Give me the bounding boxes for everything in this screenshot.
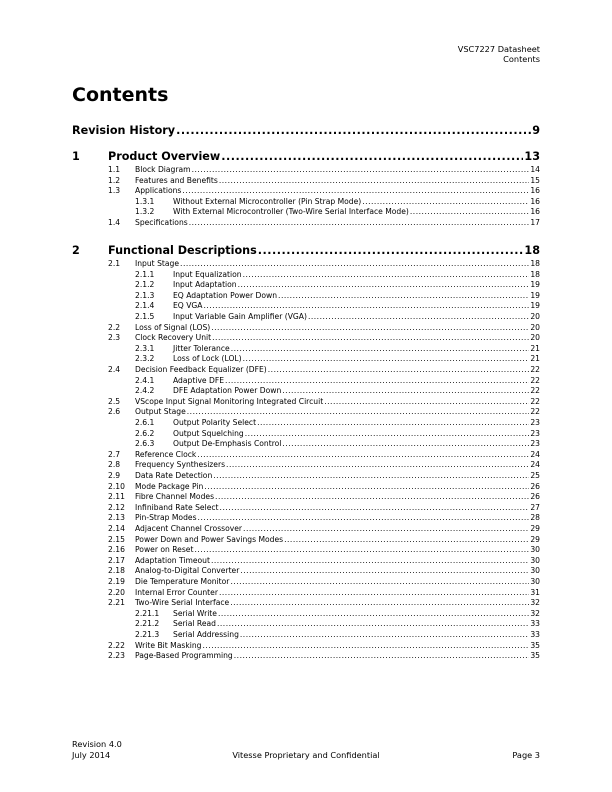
toc-dot-leader	[231, 344, 530, 353]
toc-dot-leader	[240, 630, 529, 639]
toc-entry-number: 2.23	[108, 651, 125, 661]
toc-entry-page: 30	[530, 545, 540, 555]
toc-entry[interactable]	[72, 344, 540, 353]
toc-entry-page: 13	[524, 150, 540, 163]
toc-entry[interactable]	[72, 619, 540, 628]
toc-entry-page: 16	[530, 196, 540, 206]
toc-entry[interactable]	[72, 407, 540, 416]
toc-dot-leader	[238, 280, 530, 289]
toc-dot-leader	[308, 312, 529, 321]
toc-dot-leader	[243, 524, 529, 533]
toc-entry-label: Loss of Signal (LOS)	[135, 322, 211, 332]
toc-entry-page: 20	[530, 333, 540, 343]
toc-entry-label: Adjacent Channel Crossover	[135, 524, 243, 533]
toc-entry-number: 2.6.3	[135, 439, 155, 449]
toc-entry[interactable]	[72, 535, 540, 544]
toc-entry[interactable]	[72, 270, 540, 279]
toc-dot-leader	[234, 651, 530, 660]
toc-entry-label: Functional Descriptions	[108, 244, 257, 257]
toc-entry[interactable]	[72, 291, 540, 300]
toc-entry[interactable]	[72, 333, 540, 342]
toc-dot-leader	[192, 165, 530, 174]
toc-dot-leader	[215, 492, 529, 501]
toc-entry-page: 15	[530, 175, 540, 185]
toc-dot-leader	[243, 270, 530, 279]
toc-entry[interactable]	[72, 165, 540, 174]
toc-entry-label: Loss of Lock (LOL)	[173, 354, 242, 364]
toc-dot-leader	[217, 619, 529, 628]
toc-entry-page: 19	[530, 290, 540, 300]
toc-entry-number: 2.12	[108, 502, 125, 512]
toc-entry-number: 2.1.5	[135, 312, 155, 321]
toc-entry-number: 2.3.2	[135, 354, 155, 364]
toc-entry-label: VScope Input Signal Monitoring Integrated Circuit	[135, 396, 324, 406]
toc-entry-label: EQ Adaptation Power Down	[173, 290, 278, 300]
toc-dot-leader	[211, 556, 529, 565]
toc-dot-leader	[225, 376, 529, 385]
toc-entry-label: With External Microcontroller (Two-Wire Serial Interface Mode)	[173, 207, 409, 217]
toc-dot-leader	[180, 259, 529, 268]
toc-entry[interactable]	[72, 301, 540, 310]
toc-entry-number: 2.1.2	[135, 280, 155, 290]
toc-entry-page: 30	[530, 566, 540, 576]
toc-dot-leader	[220, 503, 530, 512]
toc-dot-leader	[282, 439, 529, 448]
toc-entry-page: 18	[530, 259, 540, 268]
toc-dot-leader	[257, 418, 529, 427]
toc-entry-label: Clock Recovery Unit	[135, 333, 212, 343]
toc-entry[interactable]	[72, 244, 540, 257]
toc-entry-number: 2.20	[108, 587, 125, 597]
toc-entry-label: Serial Read	[173, 619, 216, 629]
toc-entry[interactable]	[72, 386, 540, 395]
toc-entry[interactable]	[72, 609, 540, 618]
toc-entry-page: 28	[530, 513, 540, 523]
toc-entry-page: 23	[530, 439, 540, 449]
toc-dot-leader	[198, 513, 530, 522]
toc-dot-leader	[182, 186, 529, 195]
toc-entry[interactable]	[72, 323, 540, 332]
toc-entry-page: 22	[530, 386, 540, 396]
toc-entry-label: Internal Error Counter	[135, 587, 218, 597]
toc-entry-number: 1.4	[108, 218, 121, 227]
toc-entry[interactable]	[72, 280, 540, 289]
toc-entry-page: 33	[530, 630, 540, 639]
toc-entry[interactable]	[72, 545, 540, 554]
toc-entry-page: 27	[530, 502, 540, 512]
footer-page-number: Page 3	[512, 749, 540, 760]
toc-entry-number: 2.1	[108, 259, 121, 268]
toc-entry-number: 2.22	[108, 640, 125, 650]
toc-entry-label: Infiniband Rate Select	[135, 502, 219, 512]
toc-entry-label: Specifications	[135, 218, 188, 227]
toc-entry-label: Power on Reset	[135, 545, 194, 555]
toc-dot-leader	[219, 588, 529, 597]
toc-entry-number: 1.1	[108, 165, 121, 174]
toc-entry[interactable]	[72, 312, 540, 321]
toc-entry-page: 20	[530, 312, 540, 321]
toc-entry-page: 23	[530, 418, 540, 427]
toc-entry-page: 25	[530, 471, 540, 480]
toc-dot-leader	[258, 244, 524, 257]
toc-entry-number: 2.3	[108, 333, 121, 343]
toc-entry-label: Input Adaptation	[173, 280, 237, 290]
toc-entry-label: Block Diagram	[135, 165, 191, 174]
toc-entry-page: 35	[530, 640, 540, 650]
toc-dot-leader	[194, 545, 529, 554]
toc-entry-number: 2.4.2	[135, 386, 155, 396]
toc-entry-page: 21	[530, 354, 540, 364]
toc-entry[interactable]	[72, 207, 540, 216]
toc-entry[interactable]	[72, 471, 540, 480]
toc-entry-page: 18	[524, 244, 540, 257]
toc-entry-label: DFE Adaptation Power Down	[173, 386, 282, 396]
toc-entry-label: Applications	[135, 186, 182, 196]
toc-entry-number: 2.10	[108, 481, 125, 491]
toc-entry[interactable]	[72, 513, 540, 522]
toc-entry[interactable]	[72, 176, 540, 185]
header-doc-title: VSC7227 Datasheet	[457, 44, 540, 54]
toc-entry-label: Jitter Tolerance	[173, 343, 230, 353]
toc-entry-page: 9	[532, 124, 540, 137]
toc-entry-number: 2.11	[108, 492, 125, 502]
toc-dot-leader	[204, 482, 529, 491]
toc-entry[interactable]	[72, 598, 540, 607]
toc-entry-page: 22	[530, 396, 540, 406]
running-header	[458, 44, 540, 64]
toc-entry-number: 2.21.2	[135, 619, 160, 629]
toc-entry-number: 1.2	[108, 175, 121, 185]
toc-entry-number: 2.14	[108, 524, 125, 533]
toc-entry-label: Adaptive DFE	[173, 375, 225, 385]
toc-entry-number: 2.15	[108, 534, 125, 544]
toc-entry-number: 2.19	[108, 577, 125, 586]
toc-dot-leader	[245, 429, 530, 438]
toc-entry-number: 2.7	[108, 449, 121, 459]
toc-entry-page: 33	[530, 619, 540, 629]
toc-dot-leader	[230, 598, 529, 607]
toc-entry-page: 19	[530, 280, 540, 290]
toc-entry-label: EQ VGA	[173, 301, 203, 311]
toc-entry[interactable]	[72, 651, 540, 660]
toc-entry-number: 1.3.2	[135, 207, 155, 217]
toc-dot-leader	[230, 577, 529, 586]
toc-entry-page: 16	[530, 186, 540, 196]
toc-entry[interactable]	[72, 450, 540, 459]
page-title: Contents	[72, 84, 169, 106]
toc-entry[interactable]	[72, 630, 540, 639]
toc-entry[interactable]	[72, 577, 540, 586]
toc-entry[interactable]	[72, 641, 540, 650]
toc-dot-leader	[211, 323, 529, 332]
toc-entry-label: Without External Microcontroller (Pin Strap Mode)	[173, 196, 362, 206]
toc-entry-number: 1	[72, 150, 80, 163]
toc-entry-page: 24	[530, 449, 540, 459]
toc-entry-number: 2.16	[108, 545, 125, 555]
toc-dot-leader	[197, 450, 529, 459]
toc-entry-label: Decision Feedback Equalizer (DFE)	[135, 365, 267, 374]
toc-entry-page: 22	[530, 375, 540, 385]
toc-entry[interactable]	[72, 418, 540, 427]
toc-dot-leader	[362, 197, 529, 206]
toc-entry-number: 2.1.4	[135, 301, 155, 311]
toc-dot-leader	[187, 407, 530, 416]
toc-entry-number: 2.21.1	[135, 608, 160, 618]
toc-entry-page: 14	[530, 165, 540, 174]
toc-entry-page: 19	[530, 301, 540, 311]
toc-entry-number: 1.3.1	[135, 196, 155, 206]
toc-entry-page: 35	[530, 651, 540, 661]
toc-entry-number: 2.1.1	[135, 269, 155, 279]
toc-dot-leader	[202, 641, 529, 650]
toc-entry-page: 26	[530, 492, 540, 502]
toc-entry-label: Features and Benefits	[135, 175, 218, 185]
toc-entry-label: Die Temperature Monitor	[135, 577, 230, 586]
footer-confidential: Vitesse Proprietary and Confidential	[232, 749, 380, 760]
toc-entry-label: Output Polarity Select	[173, 418, 257, 427]
toc-entry-label: Power Down and Power Savings Modes	[135, 534, 284, 544]
toc-dot-leader	[410, 207, 529, 216]
toc-entry-number: 2.6	[108, 407, 121, 417]
toc-entry-page: 16	[530, 207, 540, 217]
toc-dot-leader	[278, 291, 529, 300]
toc-entry-number: 2.21.3	[135, 630, 160, 639]
toc-entry-label: Output De-Emphasis Control	[173, 439, 282, 449]
toc-entry-page: 32	[530, 598, 540, 608]
toc-entry[interactable]	[72, 186, 540, 195]
toc-entry-number: 2.13	[108, 513, 125, 523]
toc-entry-label: Revision History	[72, 124, 176, 137]
toc-entry[interactable]	[72, 482, 540, 491]
toc-dot-leader	[240, 566, 529, 575]
toc-entry-page: 23	[530, 428, 540, 438]
toc-dot-leader	[176, 124, 531, 137]
toc-entry-page: 24	[530, 460, 540, 470]
toc-entry[interactable]	[72, 429, 540, 438]
toc-entry-label: Pin-Strap Modes	[135, 513, 197, 523]
toc-entry-page: 31	[530, 587, 540, 597]
toc-entry-label: Adaptation Timeout	[135, 555, 210, 565]
footer-revision: Revision 4.0	[72, 739, 122, 749]
toc-entry[interactable]	[72, 397, 540, 406]
toc-entry[interactable]	[72, 376, 540, 385]
toc-entry[interactable]	[72, 524, 540, 533]
toc-entry-number: 2.4	[108, 365, 121, 374]
toc-entry-page: 29	[530, 524, 540, 533]
toc-entry-number: 2.2	[108, 322, 121, 332]
toc-entry[interactable]	[72, 588, 540, 597]
toc-entry-number: 2	[72, 244, 80, 257]
toc-entry-label: Serial Addressing	[173, 630, 239, 639]
footer-date: July 2014	[72, 749, 111, 760]
toc-dot-leader	[284, 535, 529, 544]
toc-dot-leader	[203, 301, 529, 310]
toc-entry-page: 30	[530, 577, 540, 586]
toc-entry-number: 2.3.1	[135, 343, 155, 353]
toc-dot-leader	[268, 365, 530, 374]
toc-entry-label: Input Equalization	[173, 269, 242, 279]
toc-entry-number: 2.1.3	[135, 290, 155, 300]
header-section: Contents	[503, 54, 540, 64]
toc-entry-number: 2.4.1	[135, 375, 155, 385]
toc-entry[interactable]	[72, 259, 540, 268]
toc-entry-number: 2.8	[108, 460, 121, 470]
toc-entry-label: Reference Clock	[135, 449, 197, 459]
toc-entry-number: 2.6.1	[135, 418, 155, 427]
toc-dot-leader	[324, 397, 529, 406]
toc-entry-label: Two-Wire Serial Interface	[135, 598, 230, 608]
toc-entry-label: Input Stage	[135, 259, 180, 268]
toc-entry-label: Data Rate Detection	[135, 471, 213, 480]
toc-entry[interactable]	[72, 492, 540, 501]
toc-dot-leader	[189, 218, 530, 227]
toc-entry-label: Serial Write	[173, 608, 217, 618]
toc-entry-page: 32	[530, 608, 540, 618]
toc-entry-label: Mode Package Pin	[135, 481, 204, 491]
toc-entry-label: Page-Based Programming	[135, 651, 233, 661]
toc-entry-number: 2.6.2	[135, 428, 155, 438]
toc-entry[interactable]	[72, 460, 540, 469]
toc-entry-number: 2.17	[108, 555, 125, 565]
toc-entry[interactable]	[72, 556, 540, 565]
toc-entry[interactable]	[72, 566, 540, 575]
toc-entry-number: 2.21	[108, 598, 125, 608]
toc-entry[interactable]	[72, 150, 540, 163]
toc-entry[interactable]	[72, 124, 540, 137]
toc-entry-number: 2.9	[108, 471, 121, 480]
toc-dot-leader	[282, 386, 529, 395]
toc-entry-label: Product Overview	[108, 150, 221, 163]
toc-entry-page: 26	[530, 481, 540, 491]
toc-entry[interactable]	[72, 218, 540, 227]
toc-entry-page: 21	[530, 343, 540, 353]
toc-dot-leader	[226, 460, 529, 469]
toc-entry-label: Frequency Synthesizers	[135, 460, 226, 470]
toc-dot-leader	[219, 176, 529, 185]
toc-dot-leader	[212, 333, 529, 342]
toc-entry-number: 2.5	[108, 396, 121, 406]
toc-dot-leader	[213, 471, 529, 480]
toc-entry-page: 20	[530, 322, 540, 332]
toc-entry-page: 22	[530, 407, 540, 417]
toc-entry-label: Output Stage	[135, 407, 186, 417]
toc-entry[interactable]	[72, 365, 540, 374]
toc-entry-label: Fibre Channel Modes	[135, 492, 215, 502]
toc-entry-label: Input Variable Gain Amplifier (VGA)	[173, 312, 307, 321]
toc-dot-leader	[243, 354, 530, 363]
toc-entry-label: Output Squelching	[173, 428, 244, 438]
toc-entry[interactable]	[72, 439, 540, 448]
toc-entry-label: Analog-to-Digital Converter	[135, 566, 240, 576]
toc-entry-page: 29	[530, 534, 540, 544]
toc-entry-page: 22	[530, 365, 540, 374]
toc-entry-page: 17	[530, 218, 540, 227]
toc-dot-leader	[218, 609, 529, 618]
toc-entry-page: 18	[530, 269, 540, 279]
toc-entry-number: 1.3	[108, 186, 121, 196]
toc-entry[interactable]	[72, 503, 540, 512]
toc-dot-leader	[221, 150, 523, 163]
toc-entry[interactable]	[72, 354, 540, 363]
toc-entry-label: Write Bit Masking	[135, 640, 202, 650]
toc-entry-number: 2.18	[108, 566, 125, 576]
toc-entry[interactable]	[72, 197, 540, 206]
toc-entry-page: 30	[530, 555, 540, 565]
